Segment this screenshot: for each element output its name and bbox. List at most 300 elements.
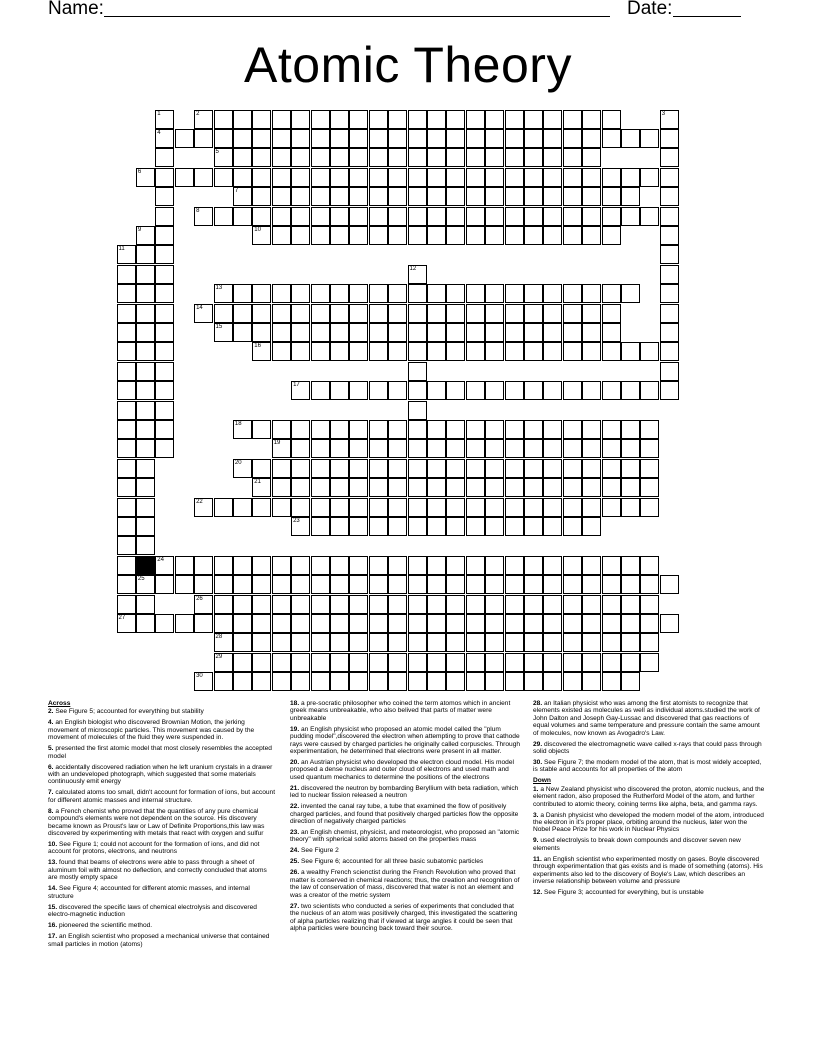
- grid-cell[interactable]: [466, 614, 485, 633]
- grid-cell[interactable]: [369, 439, 388, 458]
- grid-cell[interactable]: [233, 420, 252, 439]
- grid-cell[interactable]: [408, 672, 427, 691]
- grid-cell[interactable]: [427, 148, 446, 167]
- grid-cell[interactable]: [330, 226, 349, 245]
- grid-cell[interactable]: [214, 168, 233, 187]
- grid-cell[interactable]: [136, 517, 155, 536]
- grid-cell[interactable]: [543, 148, 562, 167]
- grid-cell[interactable]: [136, 536, 155, 555]
- grid-cell[interactable]: [349, 420, 368, 439]
- grid-cell[interactable]: [272, 439, 291, 458]
- grid-cell[interactable]: [311, 110, 330, 129]
- grid-cell[interactable]: [524, 381, 543, 400]
- grid-cell[interactable]: [369, 517, 388, 536]
- grid-cell[interactable]: [272, 498, 291, 517]
- grid-cell[interactable]: [524, 129, 543, 148]
- grid-cell[interactable]: [272, 459, 291, 478]
- grid-cell[interactable]: [543, 207, 562, 226]
- grid-cell[interactable]: [563, 672, 582, 691]
- grid-cell[interactable]: [602, 653, 621, 672]
- grid-cell[interactable]: [466, 459, 485, 478]
- grid-cell[interactable]: [252, 478, 271, 497]
- grid-cell[interactable]: [427, 459, 446, 478]
- grid-cell[interactable]: [505, 595, 524, 614]
- grid-cell[interactable]: [349, 381, 368, 400]
- grid-cell[interactable]: [214, 653, 233, 672]
- grid-cell[interactable]: [408, 556, 427, 575]
- grid-cell[interactable]: [485, 304, 504, 323]
- grid-cell[interactable]: [311, 420, 330, 439]
- grid-cell[interactable]: [602, 614, 621, 633]
- grid-cell[interactable]: [408, 226, 427, 245]
- grid-cell[interactable]: [505, 614, 524, 633]
- grid-cell[interactable]: [330, 633, 349, 652]
- grid-cell[interactable]: [117, 517, 136, 536]
- grid-cell[interactable]: [446, 459, 465, 478]
- grid-cell[interactable]: [155, 168, 174, 187]
- grid-cell[interactable]: [524, 478, 543, 497]
- grid-cell[interactable]: [349, 110, 368, 129]
- grid-cell[interactable]: [427, 498, 446, 517]
- grid-cell[interactable]: [155, 304, 174, 323]
- grid-cell[interactable]: [524, 420, 543, 439]
- grid-cell[interactable]: [505, 304, 524, 323]
- grid-cell[interactable]: [427, 439, 446, 458]
- grid-cell[interactable]: [602, 168, 621, 187]
- grid-cell[interactable]: [369, 207, 388, 226]
- grid-cell[interactable]: [214, 614, 233, 633]
- grid-cell[interactable]: [252, 672, 271, 691]
- grid-cell[interactable]: [291, 148, 310, 167]
- grid-cell[interactable]: [524, 207, 543, 226]
- grid-cell[interactable]: [369, 633, 388, 652]
- grid-cell[interactable]: [660, 110, 679, 129]
- grid-cell[interactable]: [640, 129, 659, 148]
- grid-cell[interactable]: [446, 110, 465, 129]
- grid-cell[interactable]: [427, 381, 446, 400]
- grid-cell[interactable]: [330, 148, 349, 167]
- grid-cell[interactable]: [408, 342, 427, 361]
- grid-cell[interactable]: [214, 129, 233, 148]
- grid-cell[interactable]: [602, 439, 621, 458]
- grid-cell[interactable]: [543, 420, 562, 439]
- grid-cell[interactable]: [621, 207, 640, 226]
- grid-cell[interactable]: [233, 304, 252, 323]
- grid-cell[interactable]: [117, 439, 136, 458]
- grid-cell[interactable]: [194, 304, 213, 323]
- grid-cell[interactable]: [311, 284, 330, 303]
- grid-cell[interactable]: [311, 187, 330, 206]
- grid-cell[interactable]: [272, 148, 291, 167]
- grid-cell[interactable]: [136, 265, 155, 284]
- grid-cell[interactable]: [272, 420, 291, 439]
- grid-cell[interactable]: [369, 575, 388, 594]
- grid-cell[interactable]: [349, 575, 368, 594]
- grid-cell[interactable]: [660, 207, 679, 226]
- grid-cell[interactable]: [660, 342, 679, 361]
- grid-cell[interactable]: [214, 323, 233, 342]
- grid-cell[interactable]: [369, 304, 388, 323]
- grid-cell[interactable]: [388, 556, 407, 575]
- grid-cell[interactable]: [602, 284, 621, 303]
- grid-cell[interactable]: [388, 187, 407, 206]
- grid-cell[interactable]: [388, 478, 407, 497]
- grid-cell[interactable]: [408, 401, 427, 420]
- grid-cell[interactable]: [136, 226, 155, 245]
- grid-cell[interactable]: [563, 304, 582, 323]
- grid-cell[interactable]: [369, 226, 388, 245]
- grid-cell[interactable]: [505, 556, 524, 575]
- grid-cell[interactable]: [446, 575, 465, 594]
- grid-cell[interactable]: [136, 498, 155, 517]
- grid-cell[interactable]: [582, 168, 601, 187]
- grid-cell[interactable]: [311, 517, 330, 536]
- grid-cell[interactable]: [214, 284, 233, 303]
- grid-cell[interactable]: [136, 614, 155, 633]
- grid-cell[interactable]: [485, 284, 504, 303]
- grid-cell[interactable]: [117, 381, 136, 400]
- grid-cell[interactable]: [640, 342, 659, 361]
- grid-cell[interactable]: [369, 595, 388, 614]
- grid-cell[interactable]: [408, 168, 427, 187]
- grid-cell[interactable]: [194, 595, 213, 614]
- grid-cell[interactable]: [291, 633, 310, 652]
- grid-cell[interactable]: [233, 575, 252, 594]
- grid-cell[interactable]: [233, 556, 252, 575]
- grid-cell[interactable]: [446, 517, 465, 536]
- grid-cell[interactable]: [485, 207, 504, 226]
- grid-cell[interactable]: [311, 575, 330, 594]
- grid-cell[interactable]: [427, 653, 446, 672]
- grid-cell[interactable]: [485, 653, 504, 672]
- grid-cell[interactable]: [563, 323, 582, 342]
- grid-cell[interactable]: [640, 653, 659, 672]
- grid-cell[interactable]: [602, 595, 621, 614]
- grid-cell[interactable]: [233, 614, 252, 633]
- grid-cell[interactable]: [505, 459, 524, 478]
- grid-cell[interactable]: [563, 420, 582, 439]
- grid-cell[interactable]: [524, 672, 543, 691]
- grid-cell[interactable]: [485, 420, 504, 439]
- grid-cell[interactable]: [446, 556, 465, 575]
- grid-cell[interactable]: [136, 245, 155, 264]
- grid-cell[interactable]: [330, 284, 349, 303]
- grid-cell[interactable]: [408, 110, 427, 129]
- grid-cell[interactable]: [175, 556, 194, 575]
- grid-cell[interactable]: [466, 498, 485, 517]
- grid-cell[interactable]: [640, 614, 659, 633]
- grid-cell[interactable]: [408, 420, 427, 439]
- grid-cell[interactable]: [582, 420, 601, 439]
- grid-cell[interactable]: [311, 323, 330, 342]
- grid-cell[interactable]: [155, 207, 174, 226]
- grid-cell[interactable]: [640, 478, 659, 497]
- grid-cell[interactable]: [369, 459, 388, 478]
- grid-cell[interactable]: [155, 342, 174, 361]
- grid-cell[interactable]: [117, 536, 136, 555]
- grid-cell[interactable]: [408, 381, 427, 400]
- grid-cell[interactable]: [272, 207, 291, 226]
- grid-cell[interactable]: [640, 595, 659, 614]
- grid-cell[interactable]: [311, 207, 330, 226]
- grid-cell[interactable]: [214, 498, 233, 517]
- grid-cell[interactable]: [349, 207, 368, 226]
- grid-cell[interactable]: [466, 420, 485, 439]
- grid-cell[interactable]: [233, 129, 252, 148]
- grid-cell[interactable]: [466, 168, 485, 187]
- grid-cell[interactable]: [330, 381, 349, 400]
- grid-cell[interactable]: [388, 342, 407, 361]
- grid-cell[interactable]: [155, 187, 174, 206]
- grid-cell[interactable]: [291, 226, 310, 245]
- grid-cell[interactable]: [621, 595, 640, 614]
- grid-cell[interactable]: [252, 226, 271, 245]
- grid-cell[interactable]: [117, 478, 136, 497]
- grid-cell[interactable]: [214, 304, 233, 323]
- grid-cell[interactable]: [388, 595, 407, 614]
- grid-cell[interactable]: [388, 517, 407, 536]
- grid-cell[interactable]: [563, 207, 582, 226]
- grid-cell[interactable]: [582, 207, 601, 226]
- grid-cell[interactable]: [233, 284, 252, 303]
- grid-cell[interactable]: [214, 595, 233, 614]
- grid-cell[interactable]: [136, 284, 155, 303]
- grid-cell[interactable]: [330, 342, 349, 361]
- grid-cell[interactable]: [524, 595, 543, 614]
- grid-cell[interactable]: [369, 110, 388, 129]
- grid-cell[interactable]: [408, 265, 427, 284]
- grid-cell[interactable]: [485, 342, 504, 361]
- grid-cell[interactable]: [233, 168, 252, 187]
- grid-cell[interactable]: [466, 148, 485, 167]
- grid-cell[interactable]: [194, 168, 213, 187]
- grid-cell[interactable]: [582, 517, 601, 536]
- grid-cell[interactable]: [291, 653, 310, 672]
- grid-cell[interactable]: [505, 653, 524, 672]
- grid-cell[interactable]: [136, 342, 155, 361]
- grid-cell[interactable]: [582, 459, 601, 478]
- grid-cell[interactable]: [136, 401, 155, 420]
- grid-cell[interactable]: [524, 323, 543, 342]
- grid-cell[interactable]: [660, 245, 679, 264]
- grid-cell[interactable]: [485, 556, 504, 575]
- grid-cell[interactable]: [369, 129, 388, 148]
- grid-cell[interactable]: [660, 148, 679, 167]
- grid-cell[interactable]: [446, 633, 465, 652]
- grid-cell[interactable]: [505, 207, 524, 226]
- grid-cell[interactable]: [330, 323, 349, 342]
- grid-cell[interactable]: [408, 575, 427, 594]
- grid-cell[interactable]: [349, 148, 368, 167]
- grid-cell[interactable]: [563, 498, 582, 517]
- grid-cell[interactable]: [330, 478, 349, 497]
- grid-cell[interactable]: [582, 304, 601, 323]
- grid-cell[interactable]: [233, 148, 252, 167]
- grid-cell[interactable]: [466, 556, 485, 575]
- grid-cell[interactable]: [427, 129, 446, 148]
- grid-cell[interactable]: [369, 498, 388, 517]
- grid-cell[interactable]: [602, 459, 621, 478]
- grid-cell[interactable]: [117, 245, 136, 264]
- grid-cell[interactable]: [505, 284, 524, 303]
- grid-cell[interactable]: [427, 342, 446, 361]
- grid-cell[interactable]: [446, 478, 465, 497]
- grid-cell[interactable]: [349, 459, 368, 478]
- grid-cell[interactable]: [543, 517, 562, 536]
- grid-cell[interactable]: [155, 245, 174, 264]
- grid-cell[interactable]: [505, 226, 524, 245]
- grid-cell[interactable]: [117, 498, 136, 517]
- grid-cell[interactable]: [602, 323, 621, 342]
- grid-cell[interactable]: [621, 614, 640, 633]
- grid-cell[interactable]: [660, 304, 679, 323]
- grid-cell[interactable]: [543, 653, 562, 672]
- grid-cell[interactable]: [543, 381, 562, 400]
- grid-cell[interactable]: [524, 439, 543, 458]
- grid-cell[interactable]: [466, 439, 485, 458]
- grid-cell[interactable]: [621, 129, 640, 148]
- grid-cell[interactable]: [291, 556, 310, 575]
- grid-cell[interactable]: [349, 187, 368, 206]
- grid-cell[interactable]: [369, 653, 388, 672]
- grid-cell[interactable]: [543, 614, 562, 633]
- grid-cell[interactable]: [563, 439, 582, 458]
- grid-cell[interactable]: [427, 168, 446, 187]
- grid-cell[interactable]: [582, 187, 601, 206]
- grid-cell[interactable]: [330, 595, 349, 614]
- grid-cell[interactable]: [621, 342, 640, 361]
- grid-cell[interactable]: [427, 633, 446, 652]
- grid-cell[interactable]: [427, 575, 446, 594]
- grid-cell[interactable]: [563, 595, 582, 614]
- grid-cell[interactable]: [660, 226, 679, 245]
- grid-cell[interactable]: [582, 148, 601, 167]
- grid-cell[interactable]: [543, 672, 562, 691]
- grid-cell[interactable]: [349, 304, 368, 323]
- grid-cell[interactable]: [485, 110, 504, 129]
- grid-cell[interactable]: [543, 595, 562, 614]
- grid-cell[interactable]: [136, 304, 155, 323]
- grid-cell[interactable]: [369, 187, 388, 206]
- grid-cell[interactable]: [602, 110, 621, 129]
- grid-cell[interactable]: [485, 633, 504, 652]
- grid-cell[interactable]: [291, 498, 310, 517]
- grid-cell[interactable]: [155, 362, 174, 381]
- grid-cell[interactable]: [466, 187, 485, 206]
- grid-cell[interactable]: [563, 187, 582, 206]
- grid-cell[interactable]: [660, 575, 679, 594]
- grid-cell[interactable]: [524, 342, 543, 361]
- grid-cell[interactable]: [408, 478, 427, 497]
- grid-cell[interactable]: [388, 304, 407, 323]
- grid-cell[interactable]: [311, 498, 330, 517]
- grid-cell[interactable]: [543, 342, 562, 361]
- grid-cell[interactable]: [252, 148, 271, 167]
- grid-cell[interactable]: [640, 420, 659, 439]
- grid-cell[interactable]: [660, 265, 679, 284]
- grid-cell[interactable]: [175, 129, 194, 148]
- grid-cell[interactable]: [543, 478, 562, 497]
- grid-cell[interactable]: [155, 439, 174, 458]
- grid-cell[interactable]: [330, 653, 349, 672]
- grid-cell[interactable]: [311, 226, 330, 245]
- grid-cell[interactable]: [272, 168, 291, 187]
- grid-cell[interactable]: [485, 575, 504, 594]
- grid-cell[interactable]: [640, 381, 659, 400]
- grid-cell[interactable]: [640, 459, 659, 478]
- grid-cell[interactable]: [582, 672, 601, 691]
- grid-cell[interactable]: [349, 168, 368, 187]
- grid-cell[interactable]: [233, 653, 252, 672]
- grid-cell[interactable]: [640, 633, 659, 652]
- grid-cell[interactable]: [582, 614, 601, 633]
- grid-cell[interactable]: [427, 304, 446, 323]
- grid-cell[interactable]: [602, 187, 621, 206]
- grid-cell[interactable]: [660, 129, 679, 148]
- grid-cell[interactable]: [252, 323, 271, 342]
- grid-cell[interactable]: [621, 168, 640, 187]
- grid-cell[interactable]: [446, 226, 465, 245]
- grid-cell[interactable]: [446, 342, 465, 361]
- grid-cell[interactable]: [194, 498, 213, 517]
- grid-cell[interactable]: [136, 168, 155, 187]
- grid-cell[interactable]: [602, 575, 621, 594]
- grid-cell[interactable]: [466, 342, 485, 361]
- grid-cell[interactable]: [408, 439, 427, 458]
- grid-cell[interactable]: [117, 459, 136, 478]
- grid-cell[interactable]: [388, 110, 407, 129]
- grid-cell[interactable]: [408, 517, 427, 536]
- grid-cell[interactable]: [252, 633, 271, 652]
- grid-cell[interactable]: [330, 575, 349, 594]
- grid-cell[interactable]: [291, 517, 310, 536]
- grid-cell[interactable]: [252, 498, 271, 517]
- grid-cell[interactable]: [291, 187, 310, 206]
- grid-cell[interactable]: [311, 381, 330, 400]
- grid-cell[interactable]: [214, 633, 233, 652]
- grid-cell[interactable]: [408, 207, 427, 226]
- grid-cell[interactable]: [446, 168, 465, 187]
- grid-cell[interactable]: [408, 187, 427, 206]
- grid-cell[interactable]: [330, 207, 349, 226]
- grid-cell[interactable]: [252, 614, 271, 633]
- grid-cell[interactable]: [388, 381, 407, 400]
- grid-cell[interactable]: [505, 478, 524, 497]
- grid-cell[interactable]: [563, 556, 582, 575]
- grid-cell[interactable]: [388, 323, 407, 342]
- grid-cell[interactable]: [388, 168, 407, 187]
- grid-cell[interactable]: [582, 342, 601, 361]
- grid-cell[interactable]: [543, 187, 562, 206]
- grid-cell[interactable]: [563, 459, 582, 478]
- grid-cell[interactable]: [233, 672, 252, 691]
- grid-cell[interactable]: [330, 439, 349, 458]
- grid-cell[interactable]: [272, 323, 291, 342]
- grid-cell[interactable]: [485, 226, 504, 245]
- grid-cell[interactable]: [349, 342, 368, 361]
- grid-cell[interactable]: [349, 478, 368, 497]
- grid-cell[interactable]: [291, 614, 310, 633]
- grid-cell[interactable]: [194, 575, 213, 594]
- grid-cell[interactable]: [155, 381, 174, 400]
- grid-cell[interactable]: [155, 129, 174, 148]
- grid-cell[interactable]: [446, 381, 465, 400]
- grid-cell[interactable]: [466, 226, 485, 245]
- grid-cell[interactable]: [388, 148, 407, 167]
- grid-cell[interactable]: [582, 595, 601, 614]
- grid-cell[interactable]: [505, 420, 524, 439]
- grid-cell[interactable]: [311, 129, 330, 148]
